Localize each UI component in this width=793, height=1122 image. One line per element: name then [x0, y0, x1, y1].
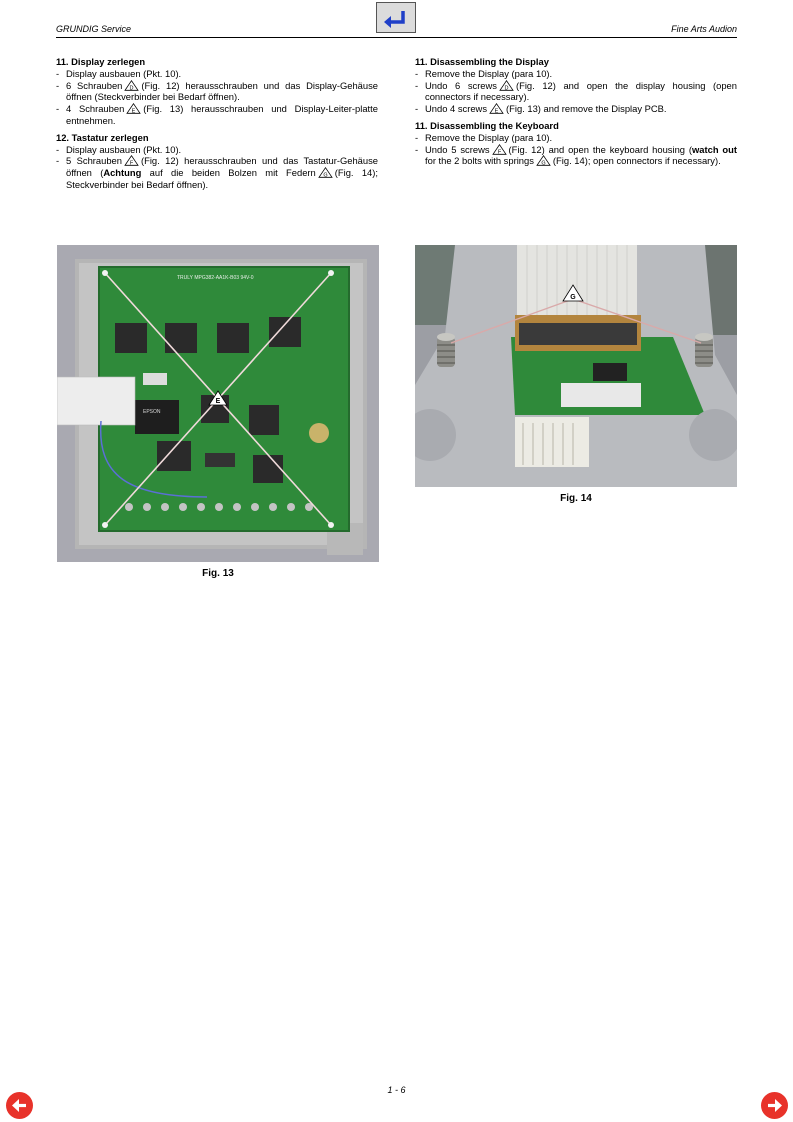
fig13-display-pcb-photo — [57, 245, 379, 562]
header-right: Fine Arts Audion — [671, 24, 737, 34]
section-title: 11. Display zerlegen — [56, 56, 146, 67]
svg-text:F: F — [129, 160, 134, 167]
section-keyboard-de — [56, 132, 378, 191]
section-display-de — [56, 56, 378, 127]
list-item: - Undo 5 screws F (Fig. 12) and open the keyboard housing (watch out for the 2 bolts with springs G (Fig. 14); open connectors if necessary). — [415, 144, 737, 168]
svg-text:G: G — [570, 294, 576, 301]
fig13-caption: Fig. 13 — [202, 568, 234, 579]
page-number: 1 - 6 — [387, 1085, 406, 1095]
svg-text:G: G — [323, 172, 328, 179]
svg-text:E: E — [131, 108, 136, 115]
marker-e-icon — [126, 103, 141, 114]
svg-text:D: D — [129, 84, 134, 91]
return-arrow-icon — [381, 6, 411, 30]
previous-page-button[interactable] — [6, 1092, 33, 1119]
marker-e-icon — [489, 103, 504, 114]
section-title: 11. Disassembling the Keyboard — [415, 119, 559, 131]
marker-f-icon — [492, 144, 507, 155]
svg-text:F: F — [497, 148, 501, 155]
svg-text:E: E — [215, 398, 221, 405]
pcb-silkscreen-label: TRULY MPG382-AA1K-B03 94V-0 — [177, 275, 254, 281]
list-item: - Undo 4 screws E (Fig. 13) and remove the Display PCB. — [415, 103, 737, 115]
list-item: - Undo 6 screws D (Fig. 12) and open the display housing (open connectors if necessary). — [415, 80, 737, 104]
back-button[interactable] — [376, 2, 416, 33]
list-item: - 4 Schrauben E (Fig. 13) herausschrauben und Display-Leiter-platte entnehmen. — [56, 103, 378, 127]
list-item: - Remove the Display (para 10). — [415, 132, 737, 144]
fig14-keyboard-photo — [415, 245, 737, 487]
list-item: - Display ausbauen (Pkt. 10). — [56, 144, 378, 156]
marker-g-icon — [536, 155, 551, 166]
marker-d-icon — [124, 80, 139, 91]
fig14-caption: Fig. 14 — [560, 493, 592, 504]
list-item: - 6 Schrauben D (Fig. 12) herausschrauben und das Display-Gehäuse öffnen (Steckverbinder bei Bedarf öffnen). — [56, 80, 378, 104]
section-title: 11. Disassembling the Display — [415, 56, 549, 67]
marker-f-icon — [124, 155, 139, 166]
english-column — [415, 56, 737, 172]
marker-g-icon — [318, 167, 333, 178]
section-keyboard-en — [415, 120, 737, 167]
svg-text:G: G — [541, 160, 546, 167]
header-divider — [56, 37, 737, 38]
section-title: 12. Tastatur zerlegen — [56, 131, 149, 143]
list-item: - Remove the Display (para 10). — [415, 68, 737, 80]
list-item: - 5 Schrauben F (Fig. 12) herausschrauben und das Tastatur-Gehäuse öffnen (Achtung auf die beiden Bolzen mit Federn G (Fig. 14); Steckverbinder bei Bedarf öffnen). — [56, 155, 378, 190]
list-item: - Display ausbauen (Pkt. 10). — [56, 68, 378, 80]
svg-text:D: D — [504, 84, 509, 91]
header-left: GRUNDIG Service — [56, 24, 132, 34]
german-column — [56, 56, 378, 196]
next-page-button[interactable] — [761, 1092, 788, 1119]
svg-text:E: E — [494, 108, 499, 115]
arrow-right-icon — [761, 1092, 788, 1119]
marker-d-icon — [499, 80, 514, 91]
epson-chip-label: EPSON — [143, 409, 161, 415]
section-display-en — [415, 56, 737, 115]
arrow-left-icon — [6, 1092, 33, 1119]
